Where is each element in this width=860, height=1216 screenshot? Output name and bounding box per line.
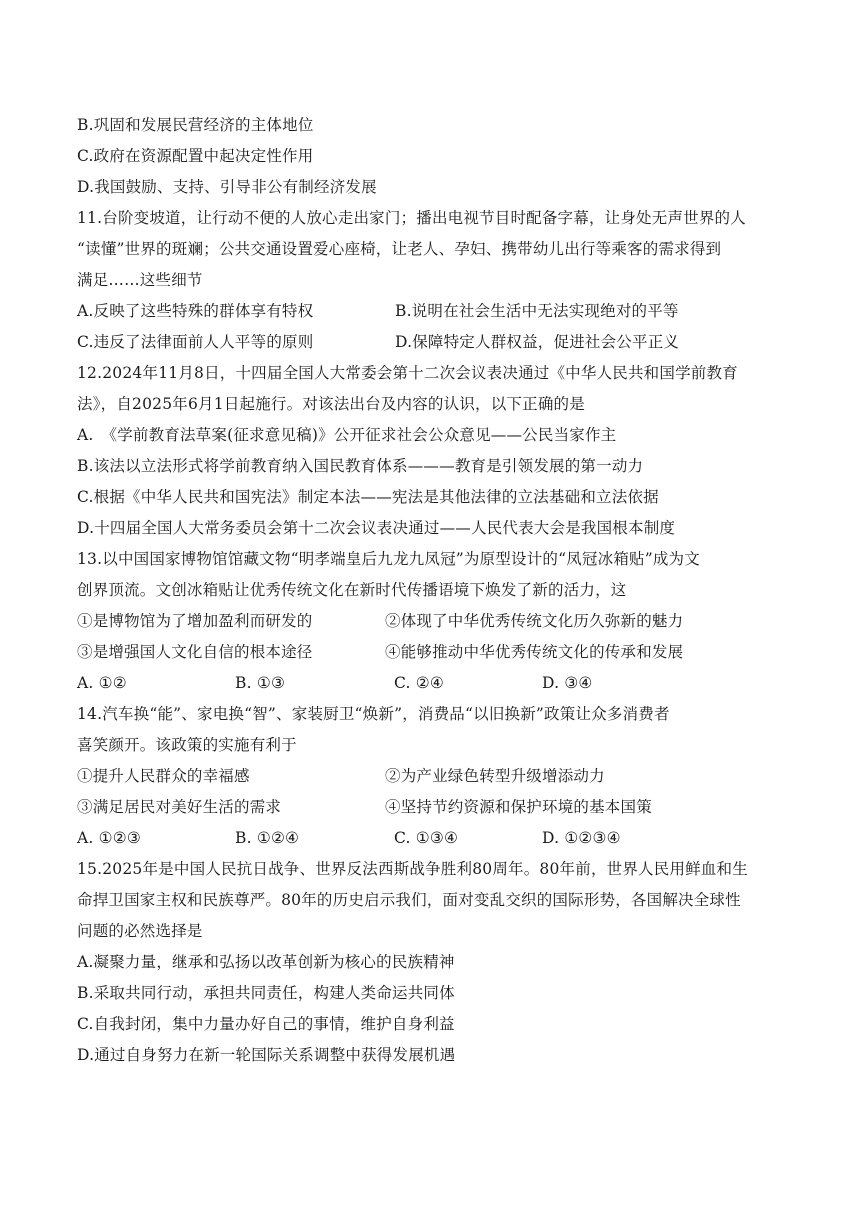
q13-choice-d: D. ③④ — [542, 674, 593, 692]
q10-option-b: B.巩固和发展民营经济的主体地位 — [77, 116, 314, 134]
q11-option-a: A.反映了这些特殊的群体享有特权 — [77, 302, 314, 320]
q12-stem-line: 法》，自2025年6月1日起施行。对该法出台及内容的认识，以下正确的是 — [77, 395, 585, 413]
q13-statement-4: ④能够推动中华优秀传统文化的传承和发展 — [385, 643, 684, 661]
q15-stem-line: 15.2025年是中国人民抗日战争、世界反法西斯战争胜利80周年。80年前，世界人民用鲜血和生 — [77, 860, 748, 878]
q11-stem-line: 满足……这些细节 — [77, 271, 203, 289]
q15-option-c: C.自我封闭，集中力量办好自己的事情，维护自身利益 — [77, 1015, 455, 1033]
q14-choice-b: B. ①②④ — [235, 829, 300, 847]
q10-option-d: D.我国鼓励、支持、引导非公有制经济发展 — [77, 178, 377, 196]
q14-stem-line: 14.汽车换“能”、家电换“智”、家装厨卫“焕新”，消费品“以旧换新”政策让众多消费者 — [77, 705, 670, 723]
q14-stem-line: 喜笑颜开。该政策的实施有利于 — [77, 736, 297, 754]
q14-statement-2: ②为产业绿色转型升级增添动力 — [385, 767, 605, 785]
q13-statement-3: ③是增强国人文化自信的根本途径 — [77, 643, 313, 661]
q13-statement-1: ①是博物馆为了增加盈利而研发的 — [77, 612, 313, 630]
q12-option-c: C.根据《中华人民共和国宪法》制定本法——宪法是其他法律的立法基础和立法依据 — [77, 488, 659, 506]
q15-option-a: A.凝聚力量，继承和弘扬以改革创新为核心的民族精神 — [77, 953, 455, 971]
q13-statement-2: ②体现了中华优秀传统文化历久弥新的魅力 — [385, 612, 684, 630]
q15-stem-line: 命捍卫国家主权和民族尊严。80年的历史启示我们，面对变乱交织的国际形势，各国解决全球性 — [77, 891, 741, 909]
q11-option-b: B.说明在社会生活中无法实现绝对的平等 — [395, 302, 679, 320]
q15-option-d: D.通过自身努力在新一轮国际关系调整中获得发展机遇 — [77, 1046, 456, 1064]
q12-stem-line: 12.2024年11月8日，十四届全国人大常委会第十二次会议表决通过《中华人民共和国学前教育 — [77, 364, 738, 382]
q14-choice-c: C. ①③④ — [394, 829, 459, 847]
q11-option-d: D.保障特定人群权益，促进社会公平正义 — [395, 333, 680, 351]
q13-stem-line: 创界顶流。文创冰箱贴让优秀传统文化在新时代传播语境下焕发了新的活力，这 — [77, 581, 627, 599]
q10-option-c: C.政府在资源配置中起决定性作用 — [77, 147, 314, 165]
q11-option-c: C.违反了法律面前人人平等的原则 — [77, 333, 314, 351]
q14-choice-a: A. ①②③ — [77, 829, 141, 847]
q11-stem-line: 11.台阶变坡道，让行动不便的人放心走出家门；播出电视节目时配备字幕，让身处无声世界的人 — [77, 209, 746, 227]
q13-choice-b: B. ①③ — [235, 674, 286, 692]
q12-option-d: D.十四届全国人大常务委员会第十二次会议表决通过——人民代表大会是我国根本制度 — [77, 519, 676, 537]
q13-choice-c: C. ②④ — [394, 674, 444, 692]
q14-choice-d: D. ①②③④ — [542, 829, 621, 847]
q12-option-a: A. 《学前教育法草案(征求意见稿)》公开征求社会公众意见——公民当家作主 — [77, 426, 617, 444]
q13-stem-line: 13.以中国国家博物馆馆藏文物“明孝端皇后九龙九凤冠”为原型设计的“凤冠冰箱贴”成为文 — [77, 550, 700, 568]
q15-stem-line: 问题的必然选择是 — [77, 922, 203, 940]
q14-statement-1: ①提升人民群众的幸福感 — [77, 767, 250, 785]
q12-option-b: B.该法以立法形式将学前教育纳入国民教育体系———教育是引领发展的第一动力 — [77, 457, 644, 475]
q11-stem-line: “读懂”世界的斑斓；公共交通设置爱心座椅，让老人、孕妇、携带幼儿出行等乘客的需求得到 — [77, 240, 722, 258]
q14-statement-3: ③满足居民对美好生活的需求 — [77, 798, 282, 816]
q13-choice-a: A. ①② — [77, 674, 127, 692]
q14-statement-4: ④坚持节约资源和保护环境的基本国策 — [385, 798, 652, 816]
q15-option-b: B.采取共同行动，承担共同责任，构建人类命运共同体 — [77, 984, 455, 1002]
